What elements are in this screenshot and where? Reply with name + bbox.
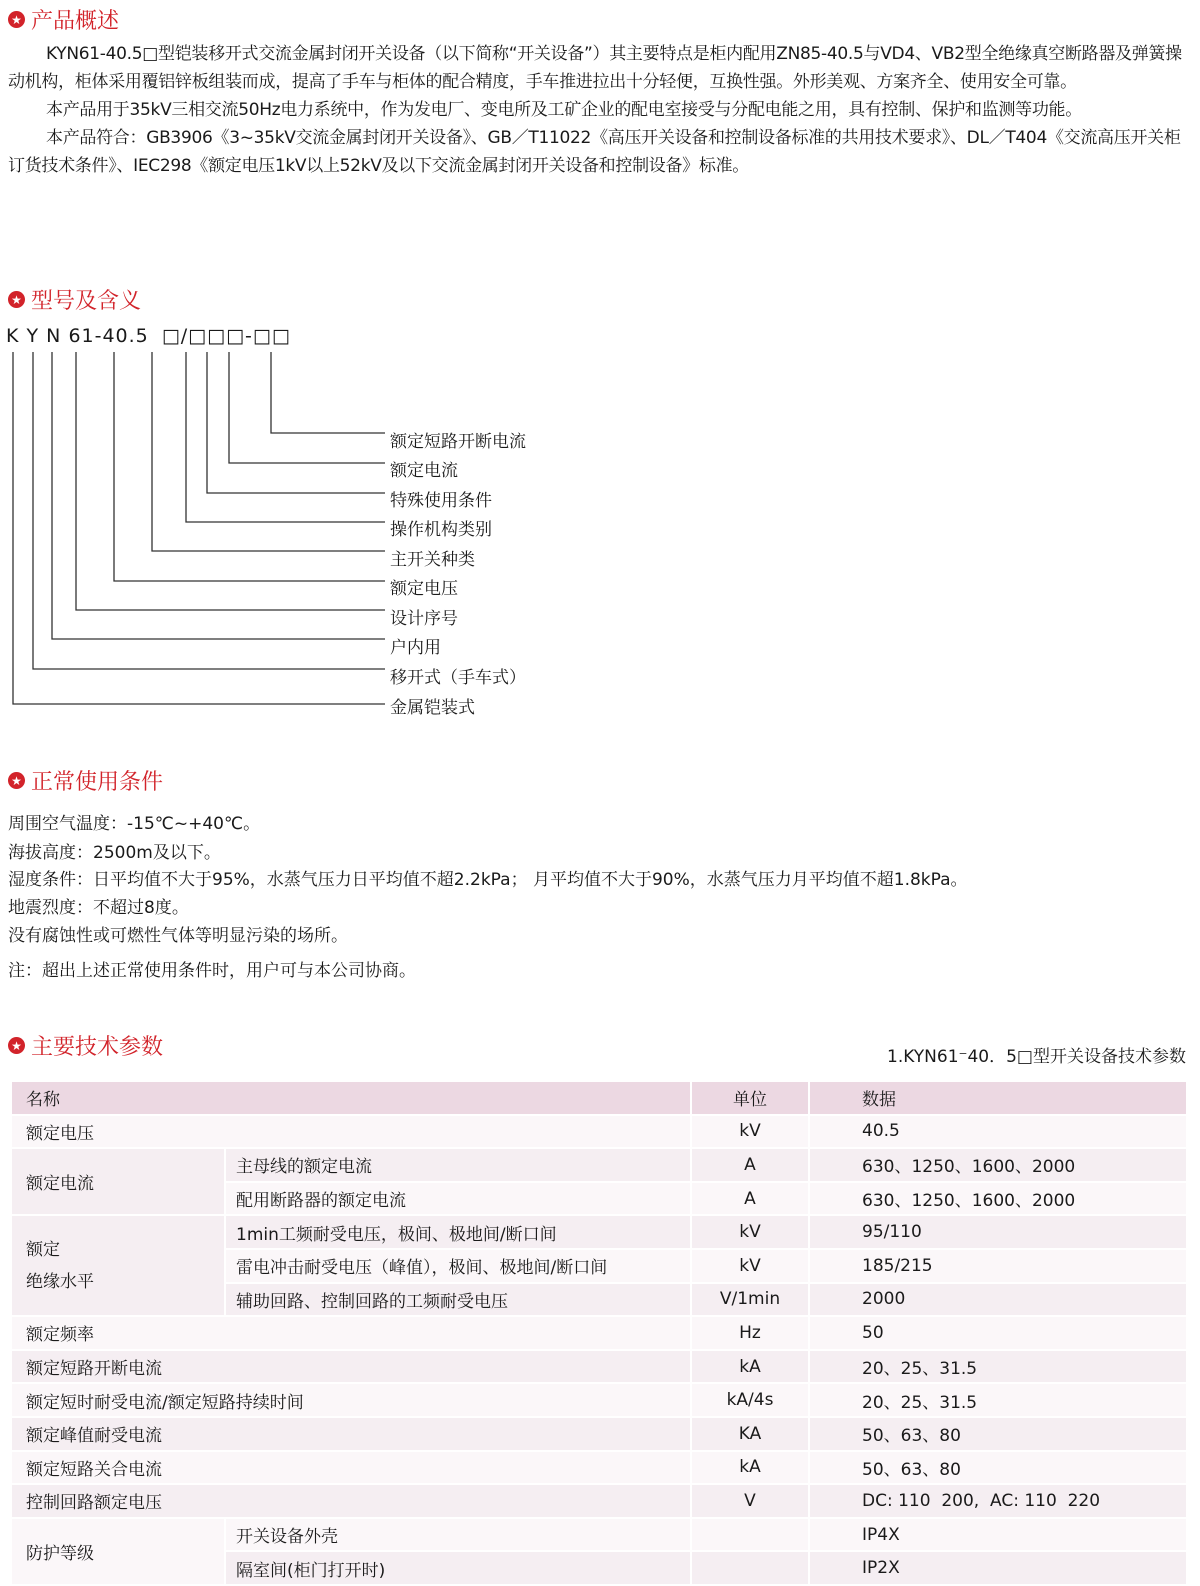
bracket-line <box>114 352 385 581</box>
table-row <box>11 1148 1187 1182</box>
table-row <box>11 1215 1187 1249</box>
param-unit: V/1min <box>691 1283 809 1317</box>
param-unit: KA <box>691 1417 809 1451</box>
param-name: 额定频率 <box>11 1316 691 1350</box>
param-name: 开关设备外壳 <box>225 1518 691 1552</box>
param-value: 50、63、80 <box>809 1417 1187 1451</box>
star-badge-icon: ★ <box>8 11 25 28</box>
param-unit: Hz <box>691 1316 809 1350</box>
bracket-line <box>152 352 385 551</box>
param-unit: kA <box>691 1350 809 1384</box>
overview-paragraph: 本产品用于35kV三相交流50Hz电力系统中，作为发电厂、变电所及工矿企业的配电室接受与分配电能之用，具有控制、保护和监测等功能。 <box>46 100 1082 120</box>
param-group-name: 防护等级 <box>11 1518 225 1585</box>
param-unit: kA <box>691 1451 809 1485</box>
param-value: 630、1250、1600、2000 <box>809 1182 1187 1216</box>
bracket-line <box>76 352 385 610</box>
param-value: 95/110 <box>809 1215 1187 1249</box>
model-definition: 户内用 <box>390 638 441 658</box>
param-name: 隔室间(柜门打开时) <box>225 1551 691 1585</box>
table-row <box>11 1417 1187 1451</box>
param-unit <box>691 1518 809 1552</box>
header-unit: 单位 <box>691 1081 809 1115</box>
table-row <box>11 1350 1187 1384</box>
section-heading-params <box>8 1030 163 1061</box>
condition-note: 注：超出上述正常使用条件时，用户可与本公司协商。 <box>8 961 416 981</box>
model-definition: 设计序号 <box>390 609 458 629</box>
condition-line: 周围空气温度：-15℃~+40℃。 <box>8 814 261 834</box>
param-name: 配用断路器的额定电流 <box>225 1182 691 1216</box>
param-value: 40.5 <box>809 1115 1187 1149</box>
bracket-line <box>229 352 385 463</box>
model-definition: 额定短路开断电流 <box>390 432 526 452</box>
param-value: 50 <box>809 1316 1187 1350</box>
model-definition: 金属铠装式 <box>390 698 475 718</box>
param-group-name <box>11 1215 225 1316</box>
param-name: 主母线的额定电流 <box>225 1148 691 1182</box>
model-code-part: K <box>6 325 20 347</box>
param-value: IP2X <box>809 1551 1187 1585</box>
bracket-line <box>207 352 385 493</box>
model-definition: 移开式（手车式） <box>390 668 526 688</box>
technical-parameters-table <box>10 1080 1188 1586</box>
model-definition: 主开关种类 <box>390 550 475 570</box>
model-definition: 额定电流 <box>390 461 458 481</box>
section-heading-conditions <box>8 765 163 796</box>
overview-paragraph: 本产品符合：GB3906《3~35kV交流金属封闭开关设备》、GB／T11022《高压开关设备和控制设备标准的共用技术要求》、DL／T404《交流高压开关柜订货技术条件》、IEC298《额定电压1kV以上52kV及以下交流金属封闭开关设备和控制设备》标准。 <box>8 128 1181 176</box>
param-name: 额定短路开断电流 <box>11 1350 691 1384</box>
bracket-line <box>52 352 385 639</box>
param-unit: A <box>691 1148 809 1182</box>
star-badge-icon: ★ <box>8 772 25 789</box>
table-row <box>11 1316 1187 1350</box>
condition-line: 海拔高度：2500m及以下。 <box>8 843 221 863</box>
star-badge-icon: ★ <box>8 291 25 308</box>
star-badge-icon: ★ <box>8 1037 25 1054</box>
condition-line: 地震烈度：不超过8度。 <box>8 898 189 918</box>
param-value: IP4X <box>809 1518 1187 1552</box>
conditions-title: 正常使用条件 <box>31 770 164 795</box>
param-name: 额定短路关合电流 <box>11 1451 691 1485</box>
param-value: DC: 110 200, AC: 110 220 <box>809 1484 1187 1518</box>
param-unit: kV <box>691 1115 809 1149</box>
param-group-name: 额定电流 <box>11 1148 225 1215</box>
param-value: 185/215 <box>809 1249 1187 1283</box>
model-definition: 额定电压 <box>390 579 458 599</box>
model-definition: 特殊使用条件 <box>390 491 492 511</box>
param-value: 2000 <box>809 1283 1187 1317</box>
param-unit: kV <box>691 1215 809 1249</box>
bracket-line <box>271 352 385 433</box>
param-name: 辅助回路、控制回路的工频耐受电压 <box>225 1283 691 1317</box>
model-code-part: Y <box>26 325 40 347</box>
param-value: 50、63、80 <box>809 1451 1187 1485</box>
param-name: 控制回路额定电压 <box>11 1484 691 1518</box>
header-value: 数据 <box>809 1081 1187 1115</box>
table-row <box>11 1484 1187 1518</box>
param-unit: kV <box>691 1249 809 1283</box>
param-unit: V <box>691 1484 809 1518</box>
insulation-label-line: 绝缘水平 <box>26 1271 94 1292</box>
model-title: 型号及含义 <box>31 289 142 314</box>
model-code-part: N <box>46 325 62 347</box>
bracket-line <box>186 352 385 522</box>
param-name: 1min工频耐受电压，极间、极地间/断口间 <box>225 1215 691 1249</box>
overview-title: 产品概述 <box>31 9 120 34</box>
param-unit: A <box>691 1182 809 1216</box>
model-code-part: 61-40.5 <box>68 325 149 347</box>
model-code-part: □/□□□-□□ <box>161 325 291 347</box>
param-value: 20、25、31.5 <box>809 1350 1187 1384</box>
model-definition: 操作机构类别 <box>390 520 492 540</box>
param-value: 630、1250、1600、2000 <box>809 1148 1187 1182</box>
param-name: 额定峰值耐受电流 <box>11 1417 691 1451</box>
params-title: 主要技术参数 <box>31 1035 164 1060</box>
table-row <box>11 1518 1187 1552</box>
table-caption: 1.KYN61⁻40．5□型开关设备技术参数 <box>887 1047 1186 1067</box>
model-bracket-diagram <box>0 0 1200 740</box>
param-value: 20、25、31.5 <box>809 1383 1187 1417</box>
insulation-label-line: 额定 <box>26 1239 60 1260</box>
table-header-row <box>11 1081 1187 1115</box>
param-name: 额定电压 <box>11 1115 691 1149</box>
table-row <box>11 1451 1187 1485</box>
bracket-line <box>33 352 385 669</box>
overview-paragraph: KYN61-40.5□型铠装移开式交流金属封闭开关设备（以下简称“开关设备”）其主要特点是柜内配用ZN85-40.5与VD4、VB2型全绝缘真空断路器及弹簧操动机构，柜体采用覆铝锌板组装而成，提高了手车与柜体的配合精度，手车推进拉出十分轻便，互换性强。外形美观、方案齐全、使用安全可靠。 <box>8 44 1182 92</box>
header-name: 名称 <box>11 1081 691 1115</box>
condition-line: 没有腐蚀性或可燃性气体等明显污染的场所。 <box>8 926 348 946</box>
param-unit: kA/4s <box>691 1383 809 1417</box>
param-name: 额定短时耐受电流/额定短路持续时间 <box>11 1383 691 1417</box>
table-row <box>11 1115 1187 1149</box>
condition-line: 湿度条件：日平均值不大于95%，水蒸气压力日平均值不超2.2kPa； 月平均值不大于90%，水蒸气压力月平均值不超1.8kPa。 <box>8 870 968 890</box>
param-name: 雷电冲击耐受电压（峰值），极间、极地间/断口间 <box>225 1249 691 1283</box>
table-row <box>11 1383 1187 1417</box>
bracket-line <box>13 352 385 704</box>
